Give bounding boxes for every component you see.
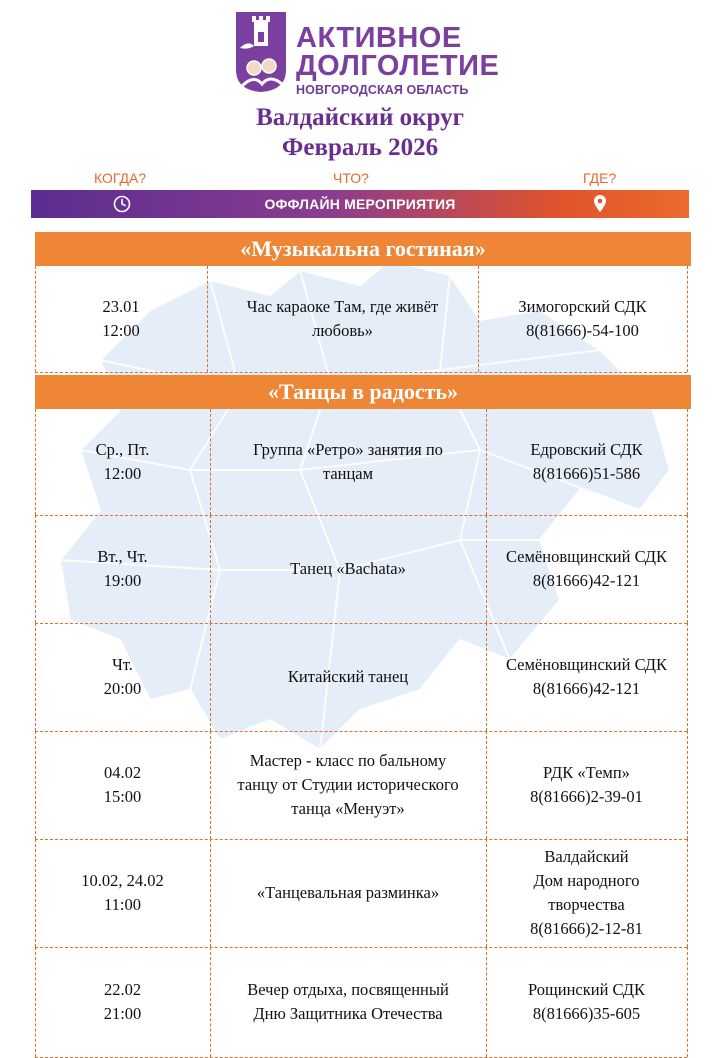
cell-what-text bbox=[247, 978, 449, 1026]
logo-subtitle: НОВГОРОДСКАЯ ОБЛАСТЬ bbox=[296, 83, 469, 97]
text-line: Вечер отдыха, посвященный bbox=[247, 980, 449, 999]
cell-where-text bbox=[518, 295, 646, 343]
cell-what-text bbox=[247, 295, 439, 343]
text-line: 20:00 bbox=[103, 679, 142, 698]
cell-what-text bbox=[237, 749, 458, 821]
row-border-right bbox=[687, 409, 688, 515]
row-border-right bbox=[687, 515, 688, 623]
text-line: Едровский СДК bbox=[530, 440, 643, 459]
row-border-right bbox=[687, 839, 688, 947]
text-line: 8(81666)2-39-01 bbox=[530, 787, 643, 806]
cell-when bbox=[35, 409, 210, 515]
schedule-row bbox=[35, 731, 687, 840]
text-line: Семёновщинский СДК bbox=[505, 655, 668, 674]
cell-where-text bbox=[506, 545, 667, 593]
offline-events-banner bbox=[31, 190, 689, 218]
cell-where-text bbox=[530, 438, 642, 486]
schedule-row bbox=[35, 947, 687, 1058]
text-line: танца «Менуэт» bbox=[291, 799, 405, 818]
cell-when bbox=[35, 731, 210, 839]
column-labels bbox=[0, 170, 720, 188]
text-line: Танец «Bachata» bbox=[290, 559, 406, 578]
text-line: 8(81666)-54-100 bbox=[526, 321, 639, 340]
schedule-row bbox=[35, 515, 687, 624]
cell-where bbox=[478, 266, 687, 372]
cell-where bbox=[486, 731, 687, 839]
text-line: Ср., Пт. bbox=[95, 440, 150, 459]
text-line: 8(81666)35-605 bbox=[532, 1004, 641, 1023]
cell-what bbox=[210, 409, 486, 515]
schedule-row bbox=[35, 839, 687, 948]
cell-when-text bbox=[104, 761, 142, 809]
label-what: ЧТО? bbox=[333, 170, 369, 186]
cell-when-text bbox=[102, 295, 140, 343]
cell-when bbox=[35, 947, 210, 1057]
text-line: 11:00 bbox=[104, 895, 141, 914]
cell-what-text bbox=[253, 438, 443, 486]
cell-what bbox=[210, 515, 486, 623]
cell-what bbox=[210, 839, 486, 947]
cell-where-text bbox=[530, 761, 643, 809]
text-line: 19:00 bbox=[103, 571, 142, 590]
text-line: «Танцевальная разминка» bbox=[256, 883, 440, 902]
section-title: «Танцы в радость» bbox=[35, 375, 691, 409]
logo-emblem-icon bbox=[232, 10, 290, 94]
month-title: Февраль 2026 bbox=[281, 134, 439, 161]
cell-when-text bbox=[104, 978, 142, 1026]
text-line: 04.02 bbox=[103, 763, 142, 782]
text-line: Китайский танец bbox=[287, 667, 409, 686]
text-line: 8(81666)51-586 bbox=[532, 464, 641, 483]
cell-where bbox=[486, 839, 687, 947]
cell-when-text bbox=[104, 653, 142, 701]
schedule-row bbox=[35, 266, 687, 373]
row-border-right bbox=[687, 623, 688, 731]
schedule-row bbox=[35, 623, 687, 732]
section-title: «Музыкальна гостиная» bbox=[35, 232, 691, 266]
row-border-right bbox=[687, 266, 688, 372]
text-line: 10.02, 24.02 bbox=[81, 871, 164, 890]
label-where: ГДЕ? bbox=[583, 170, 617, 186]
cell-when bbox=[35, 623, 210, 731]
logo bbox=[232, 10, 502, 98]
banner-text: ОФФЛАЙН МЕРОПРИЯТИЯ bbox=[264, 196, 456, 212]
cell-when-text bbox=[81, 869, 164, 917]
schedule-row bbox=[35, 409, 687, 516]
cell-where bbox=[486, 409, 687, 515]
cell-what bbox=[210, 731, 486, 839]
row-border-right bbox=[687, 947, 688, 1057]
text-line: любовь» bbox=[312, 321, 373, 340]
text-line: 15:00 bbox=[103, 787, 142, 806]
cell-what-text bbox=[290, 557, 406, 581]
text-line: Дом народного bbox=[533, 871, 640, 890]
text-line: 21:00 bbox=[103, 1004, 142, 1023]
text-line: танцу от Студии исторического bbox=[237, 775, 459, 794]
cell-where-text bbox=[530, 845, 643, 941]
text-line: Рощинский СДК bbox=[528, 980, 645, 999]
location-pin-icon bbox=[593, 194, 607, 213]
text-line: Зимогорский СДК bbox=[518, 297, 647, 316]
cell-when bbox=[35, 515, 210, 623]
text-line: 22.02 bbox=[103, 980, 142, 999]
text-line: 12:00 bbox=[102, 321, 140, 340]
cell-where bbox=[486, 623, 687, 731]
cell-where bbox=[486, 947, 687, 1057]
text-line: Семёновщинский СДК bbox=[505, 547, 668, 566]
cell-when-text bbox=[96, 438, 150, 486]
cell-when bbox=[35, 839, 210, 947]
text-line: танцам bbox=[322, 464, 374, 483]
text-line: Валдайский bbox=[544, 847, 629, 866]
label-when: КОГДА? bbox=[94, 170, 147, 186]
text-line: творчества bbox=[548, 895, 625, 914]
text-line: РДК «Темп» bbox=[543, 763, 630, 782]
text-line: Мастер - класс по бальному bbox=[249, 751, 447, 770]
text-line: Чт. bbox=[112, 655, 133, 674]
text-line: Дню Защитника Отечества bbox=[253, 1004, 443, 1023]
text-line: 8(81666)42-121 bbox=[532, 679, 641, 698]
text-line: Час караоке Там, где живёт bbox=[246, 297, 439, 316]
text-line: 23.01 bbox=[102, 297, 140, 316]
cell-when-text bbox=[97, 545, 147, 593]
cell-what-text bbox=[257, 881, 439, 905]
cell-when bbox=[35, 266, 207, 372]
cell-what bbox=[210, 623, 486, 731]
cell-what-text bbox=[288, 665, 408, 689]
cell-where-text bbox=[506, 653, 667, 701]
cell-what bbox=[207, 266, 478, 372]
text-line: Вт., Чт. bbox=[97, 547, 148, 566]
text-line: 12:00 bbox=[103, 464, 142, 483]
row-border-right bbox=[687, 731, 688, 839]
cell-where-text bbox=[528, 978, 645, 1026]
text-line: Группа «Ретро» занятия по bbox=[253, 440, 443, 459]
cell-what bbox=[210, 947, 486, 1057]
cell-where bbox=[486, 515, 687, 623]
text-line: 8(81666)2-12-81 bbox=[530, 919, 643, 938]
text-line: 8(81666)42-121 bbox=[532, 571, 641, 590]
district-title: Валдайский округ bbox=[256, 104, 464, 131]
logo-title-line2: ДОЛГОЛЕТИЕ bbox=[296, 50, 500, 82]
logo-title-line1: АКТИВНОЕ bbox=[296, 22, 462, 54]
